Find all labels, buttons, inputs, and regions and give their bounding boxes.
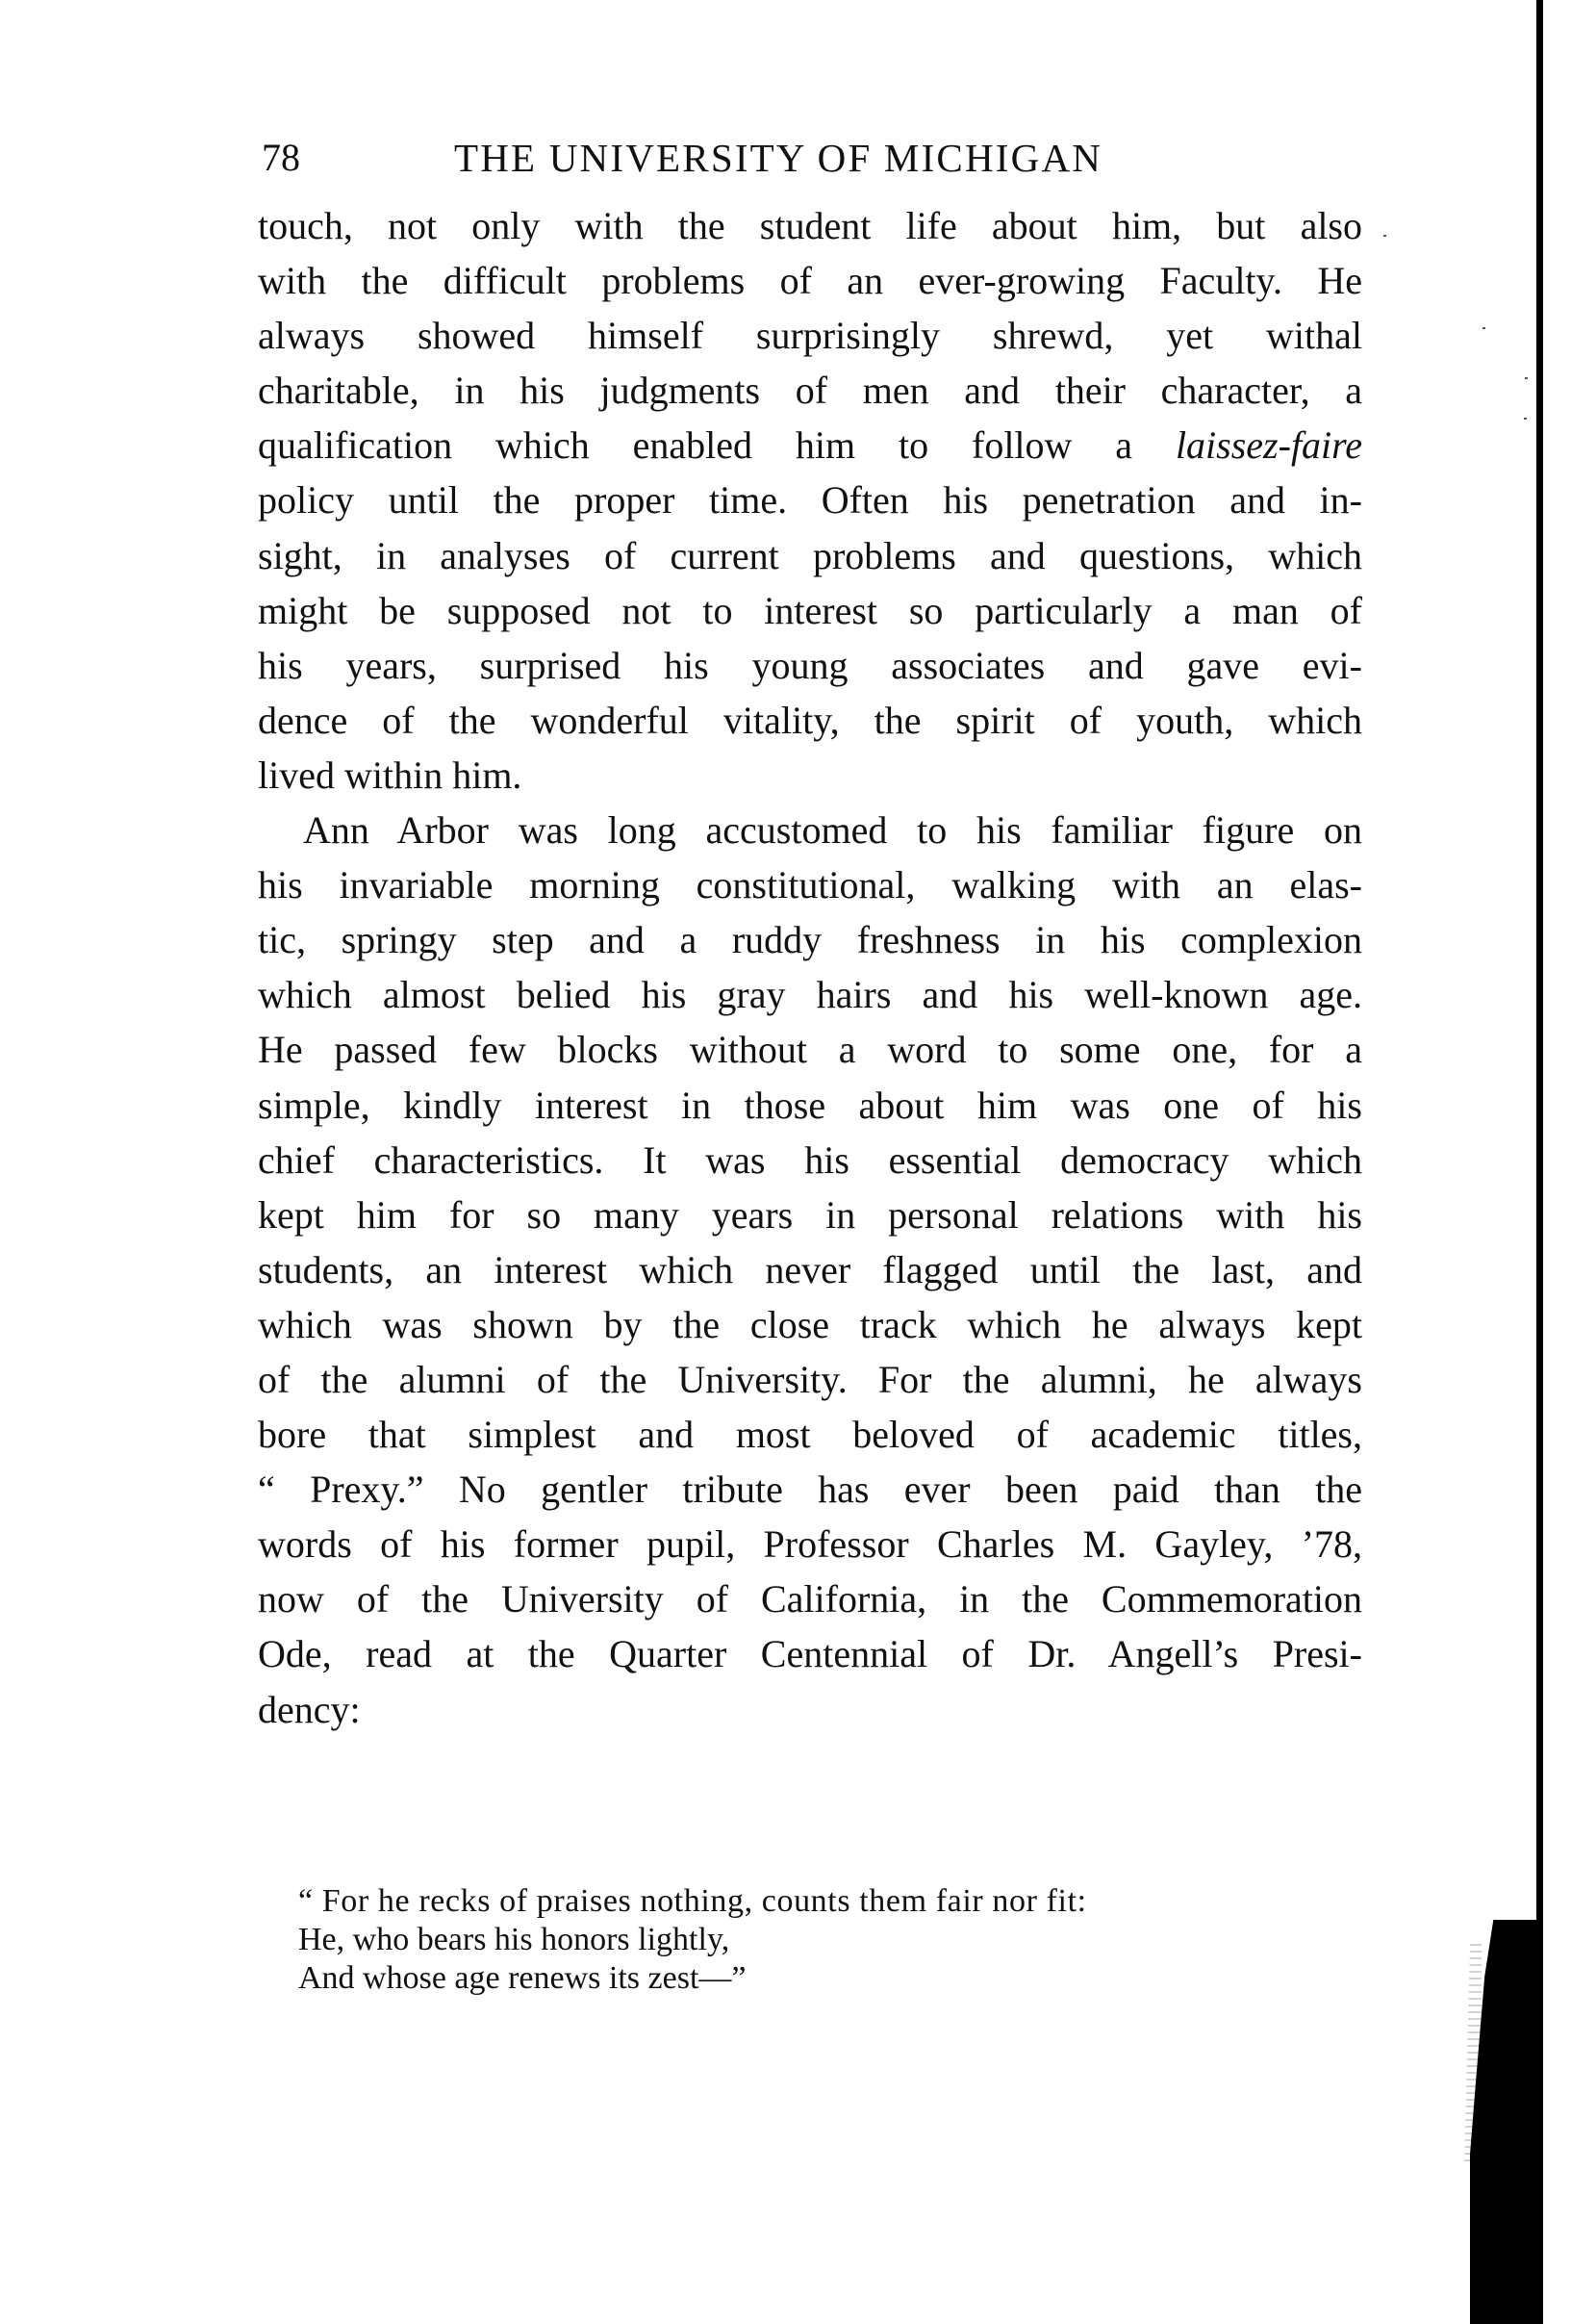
text-line: chief characteristics. It was his essential democracy which <box>258 1137 1362 1182</box>
verse-quotation <box>298 1882 1087 1998</box>
text-line: of the alumni of the University. For the alumni, he always <box>258 1357 1362 1401</box>
text-fragment: qualification which enabled him to follow a <box>258 423 1176 468</box>
page-number: 78 <box>262 136 300 179</box>
text-line: words of his former pupil, Professor Charles M. Gayley, ’78, <box>258 1522 1362 1567</box>
text-line: which was shown by the close track which he always kept <box>258 1302 1362 1346</box>
text-line: with the difficult problems of an ever-growing Faculty. He <box>258 259 1362 303</box>
text-line: tic, springy step and a ruddy freshness in his complexion <box>258 918 1362 962</box>
text-line: lived within him. <box>258 753 522 797</box>
text-line: kept him for so many years in personal relations with his <box>258 1192 1362 1237</box>
text-line: simple, kindly interest in those about him was one of his <box>258 1083 1362 1127</box>
text-line: Ann Arbor was long accustomed to his familiar figure on <box>303 808 1362 853</box>
text-line: students, an interest which never flagged until the last, and <box>258 1247 1362 1291</box>
running-head <box>262 135 1368 181</box>
text-line: his invariable morning constitutional, walking with an elas- <box>258 863 1362 907</box>
scan-speck <box>1383 235 1386 237</box>
text-line: always showed himself surprisingly shrewd, yet withal <box>258 314 1362 358</box>
text-line: touch, not only with the student life about him, but also <box>258 204 1362 247</box>
text-line: his years, surprised his young associates and gave evi- <box>258 643 1362 687</box>
verse-line: He, who bears his honors lightly, <box>298 1922 730 1957</box>
scan-speck <box>1524 418 1527 420</box>
text-line: bore that simplest and most beloved of academic titles, <box>258 1413 1362 1457</box>
verse-line: “ For he recks of praises nothing, counts them fair nor fit: <box>298 1883 1087 1919</box>
body-text <box>258 198 1362 1737</box>
text-line: charitable, in his judgments of men and their character, a <box>258 369 1362 413</box>
text-line: dence of the wonderful vitality, the spirit of youth, which <box>258 698 1362 742</box>
text-line <box>258 418 1362 472</box>
text-line: dency: <box>258 1687 361 1731</box>
scan-speck <box>1482 327 1485 329</box>
text-line: might be supposed not to interest so particularly a man of <box>258 588 1362 632</box>
scan-speck <box>1525 377 1528 379</box>
italic-phrase: laissez-faire <box>1175 423 1362 468</box>
text-line: now of the University of California, in the Commemoration <box>258 1577 1362 1622</box>
verse-line: And whose age renews its zest—” <box>298 1960 747 1996</box>
text-line: sight, in analyses of current problems and questions, which <box>258 533 1362 577</box>
text-line: Ode, read at the Quarter Centennial of Dr. Angell’s Presi- <box>258 1632 1362 1676</box>
text-line: policy until the proper time. Often his penetration and in- <box>258 478 1362 523</box>
text-line: “ Prexy.” No gentler tribute has ever been paid than the <box>258 1468 1362 1512</box>
running-title: THE UNIVERSITY OF MICHIGAN <box>454 136 1103 180</box>
text-line: He passed few blocks without a word to some one, for a <box>258 1028 1362 1072</box>
text-line: which almost belied his gray hairs and his well-known age. <box>258 973 1362 1017</box>
